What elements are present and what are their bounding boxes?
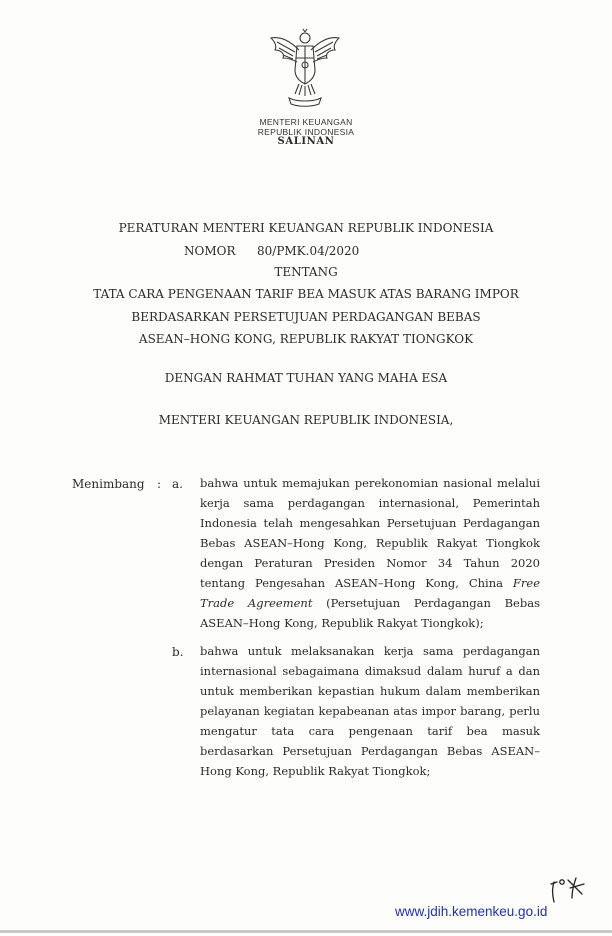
ministry-name-line1: MENTERI KEUANGAN	[259, 117, 353, 127]
garuda-emblem-icon	[263, 28, 347, 108]
item-a-marker: a.	[172, 477, 183, 491]
blessing-line: DENGAN RAHMAT TUHAN YANG MAHA ESA	[164, 371, 448, 385]
scan-edge-divider	[0, 930, 612, 933]
handwritten-initials-icon	[548, 874, 588, 904]
italic-term: Free Trade Agreement	[200, 576, 540, 610]
nomor-value: 80/PMK.04/2020	[257, 244, 360, 258]
nomor-label: NOMOR	[184, 244, 236, 258]
item-b-marker: b.	[172, 645, 184, 659]
considering-item-a: bahwa untuk memajukan perekonomian nasional melalui kerja sama perdagangan internasional, Pemerintah Indonesia telah mengesahkan Persetujuan Perdagangan Bebas ASEAN–Hong Kong, Republik Rakyat Tiongkok dengan Peraturan Presiden Nomor 34 Tahun 2020 tentang Pengesahan ASEAN–Hong Kong, China Free Trade Agreement (Persetujuan Perdagangan Bebas ASEAN–Hong Kong, Republik Rakyat Tiongkok);	[200, 476, 540, 630]
considering-label: Menimbang	[72, 477, 145, 491]
issuer-line: MENTERI KEUANGAN REPUBLIK INDONESIA,	[158, 413, 454, 427]
regulation-title: PERATURAN MENTERI KEUANGAN REPUBLIK INDONESIA	[118, 221, 494, 235]
tentang-heading: TENTANG	[274, 265, 338, 279]
ministry-name-line2: REPUBLIK INDONESIA	[257, 127, 355, 137]
considering-item-b: bahwa untuk melaksanakan kerja sama perdagangan internasional sebagaimana dimaksud dalam huruf a dan untuk memberikan kepastian hukum dalam memberikan pelayanan kegiatan kepabeanan atas impor barang, perlu mengatur tata cara pengenaan tarif bea masuk berdasarkan Persetujuan Perdagangan Bebas ASEAN–Hong Kong, Republik Rakyat Tiongkok;	[200, 644, 540, 778]
subject-line-2: BERDASARKAN PERSETUJUAN PERDAGANGAN BEBAS	[131, 310, 481, 324]
copy-label: SALINAN	[277, 136, 335, 147]
subject-line-3: ASEAN–HONG KONG, REPUBLIK RAKYAT TIONGKOK	[138, 332, 474, 346]
subject-line-1: TATA CARA PENGENAAN TARIF BEA MASUK ATAS BARANG IMPOR	[93, 287, 519, 301]
considering-colon: :	[157, 477, 162, 491]
footer-website-link[interactable]: www.jdih.kemenkeu.go.id	[395, 904, 548, 919]
